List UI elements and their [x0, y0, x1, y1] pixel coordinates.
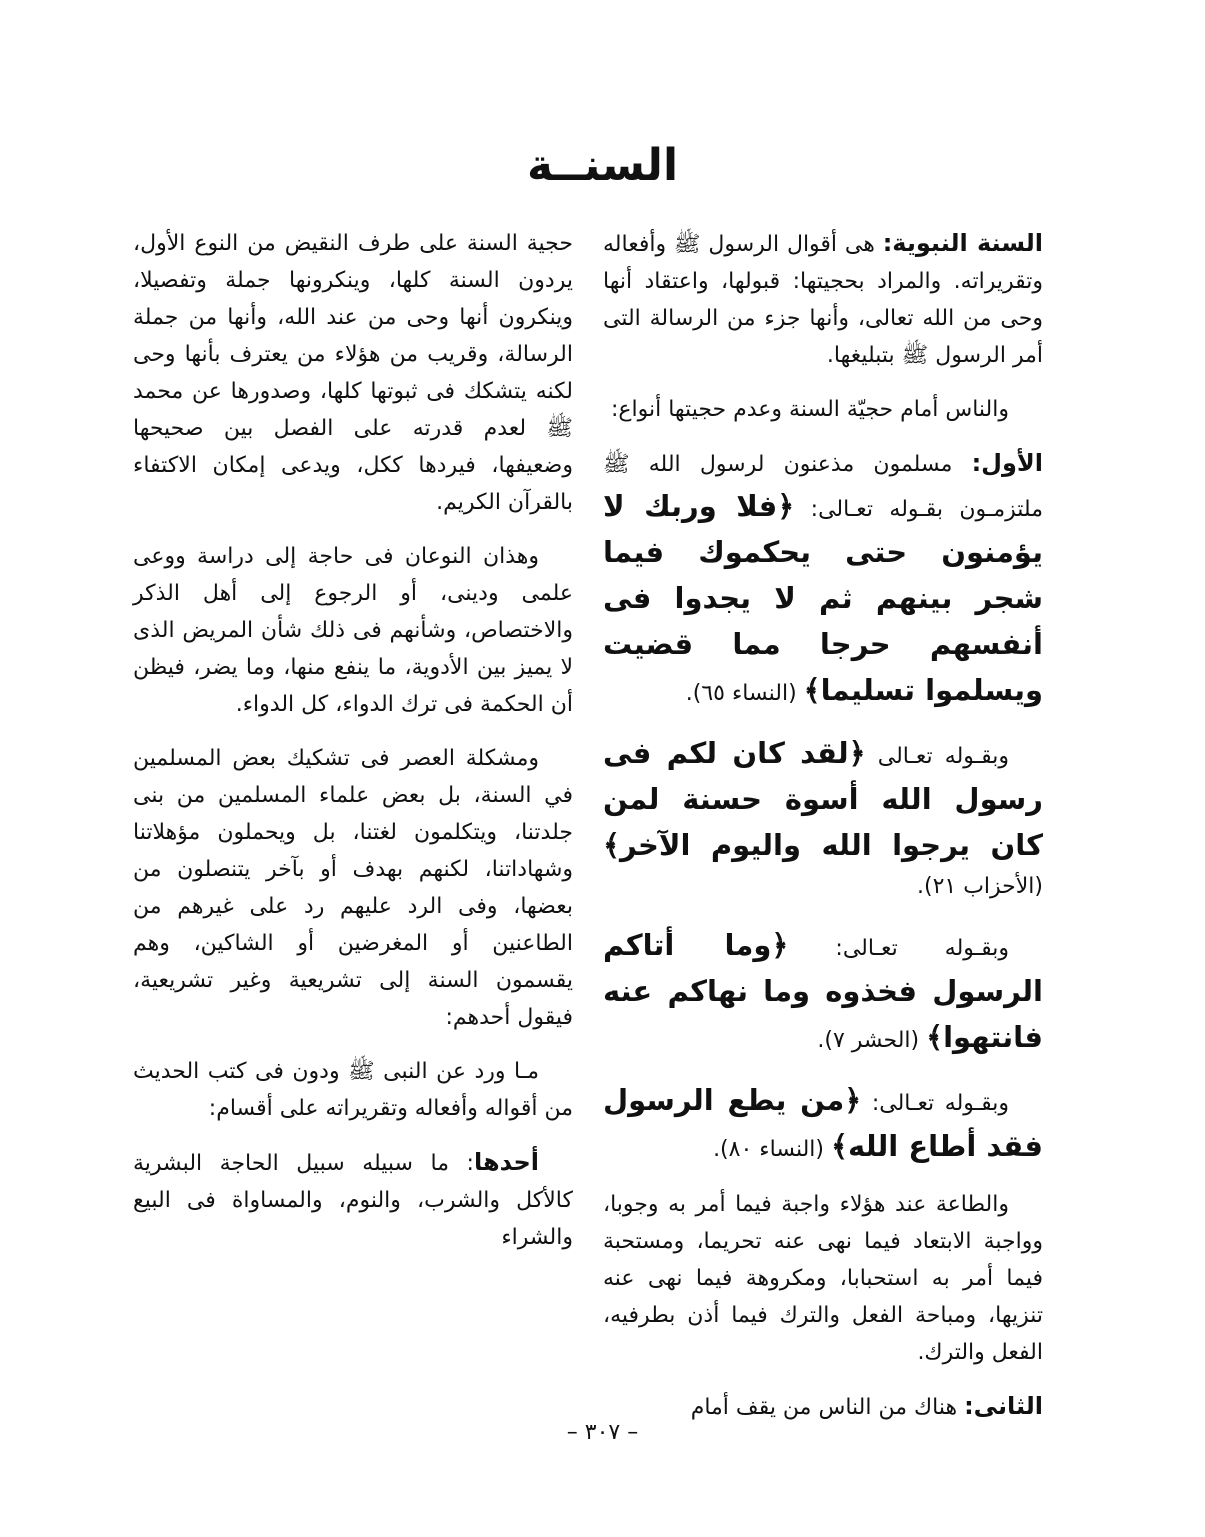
paragraph — [133, 1053, 573, 1127]
quran-verse: ﴿لقد كان لكم فى رسول الله أسوة حسنة لمن كان يرجوا الله واليوم الآخر﴾ — [603, 736, 1043, 862]
page-number: – ٣٠٧ – — [566, 1420, 639, 1445]
paragraph — [603, 225, 1043, 374]
paragraph-text: مسلمون مذعنون لرسول الله ﷺ ملتزمـون بقـوله تعـالى: — [603, 452, 1043, 522]
paragraph — [603, 730, 1043, 905]
quran-verse: ﴿فلا وربك لا يؤمنون حتى يحكموك فيما شجر بينهم ثم لا يجدوا فى أنفسهم حرجا مما قضيت ويسلموا تسليما﴾ — [603, 489, 1043, 707]
paragraph — [133, 740, 573, 1036]
paragraph-text: مـا ورد عن النبى ﷺ ودون فى كتب الحديث من أقواله وأفعاله وتقريراته على أقسام: — [133, 1059, 573, 1121]
paragraph — [603, 445, 1043, 713]
paragraph-text: : ما سبيله سبيل الحاجة البشرية كالأكل والشرب، والنوم، والمساواة فى البيع والشراء — [133, 1151, 573, 1250]
paragraph-text: والطاعة عند هؤلاء واجبة فيما أمر به وجوبا، وواجبة الابتعاد فيما نهى عنه تحريما، ومستحبة فيما أمر به استحبابا، ومكروهة فيما نهى عنه تنزيها، ومباحة الفعل والترك فيما أذن بطرفيه، الفعل والترك. — [603, 1192, 1043, 1365]
paragraph-lead: أحدها — [473, 1148, 539, 1176]
quran-verse: ﴿من يطع الرسول فقد أطاع الله﴾ — [603, 1083, 1043, 1163]
right-column — [603, 225, 1043, 1443]
paragraph — [133, 225, 573, 521]
verse-reference: (الحشر ٧). — [817, 1028, 927, 1053]
paragraph-text: وهذان النوعان فى حاجة إلى دراسة ووعى علمى ودينى، أو الرجوع إلى أهل الذكر والاختصاص، وشأنهم فى ذلك شأن المريض الذى لا يميز بين الأدوية، ما ينفع منها، وما يضر، فيظن أن الحكمة فى ترك الدواء، كل الدواء. — [133, 544, 573, 717]
verse-reference: (النساء ٦٥). — [685, 681, 804, 706]
paragraph — [603, 1077, 1043, 1169]
page-title: السنــة — [526, 140, 679, 191]
paragraph-text: وبقـوله تعـالى: — [861, 1091, 1009, 1116]
quran-verse: ﴿وما أتاكم الرسول فخذوه وما نهاكم عنه فانتهوا﴾ — [603, 928, 1043, 1054]
paragraph-text: حجية السنة على طرف النقيض من النوع الأول، يردون السنة كلها، وينكرونها جملة وتفصيلا، وينكرون أنها وحى من عند الله، وأنها من جملة الرسالة، وقريب من هؤلاء من يعترف بأنها وحى لكنه يتشكك فى ثبوتها كلها، وصدورها عن محمد ﷺ لعدم قدرته على الفصل بين صحيحها وضعيفها، فيردها ككل، ويدعى إمكان الاكتفاء بالقرآن الكريم. — [133, 231, 573, 515]
paragraph — [603, 1186, 1043, 1371]
paragraph — [133, 538, 573, 723]
paragraph-text: والناس أمام حجيّة السنة وعدم حجيتها أنواع: — [610, 397, 1009, 422]
paragraph-text: هناك من الناس من يقف أمام — [690, 1395, 965, 1420]
paragraph — [603, 391, 1043, 428]
paragraph-lead: الأول: — [971, 449, 1043, 477]
paragraph-text: وبقـوله تعـالى — [865, 744, 1009, 769]
paragraph-lead: السنة النبوية: — [882, 229, 1043, 257]
paragraph — [133, 1144, 573, 1256]
paragraph-text: هى أقوال الرسول ﷺ وأفعاله وتقريراته. والمراد بحجيتها: قبولها، واعتقاد أنها وحى من الله تعالى، وأنها جزء من الرسالة التى أمر الرسول ﷺ بتبليغها. — [603, 232, 1043, 368]
left-column — [133, 225, 573, 1273]
paragraph-lead: الثانى: — [964, 1392, 1043, 1420]
paragraph — [603, 922, 1043, 1060]
paragraph-text: ومشكلة العصر فى تشكيك بعض المسلمين في السنة، بل بعض علماء المسلمين من بنى جلدتنا، ويتكلمون لغتنا، بل ويحملون مؤهلاتنا وشهاداتنا، لكنهم بهدف أو بآخر يتنصلون من بعضها، وفى الرد عليهم رد على غيرهم من الطاعنين أو المغرضين أو الشاكين، وهم يقسمون السنة إلى تشريعية وغير تشريعية، فيقول أحدهم: — [133, 746, 573, 1030]
paragraph-text: وبقـوله تعـالى: — [788, 936, 1009, 961]
verse-reference: (الأحزاب ٢١). — [916, 874, 1043, 899]
verse-reference: (النساء ٨٠). — [713, 1137, 831, 1162]
